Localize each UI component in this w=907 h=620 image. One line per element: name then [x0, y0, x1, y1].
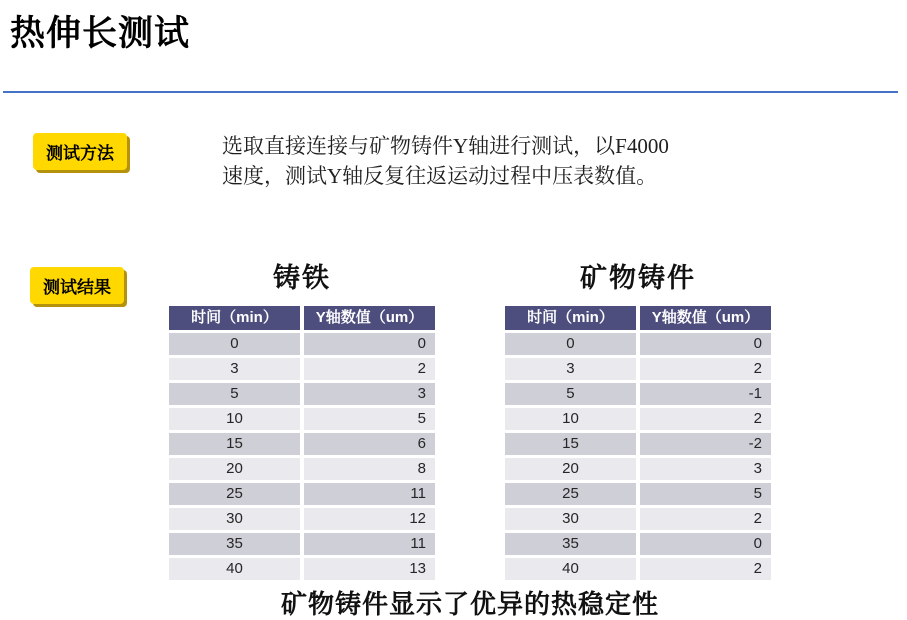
value-cell: 11	[304, 483, 435, 505]
table-row	[169, 458, 435, 480]
cast-iron-table-title: 铸铁	[273, 263, 331, 293]
time-cell: 3	[169, 358, 300, 380]
time-cell: 35	[169, 533, 300, 555]
page-title: 热伸长测试	[10, 14, 191, 53]
time-cell: 3	[505, 358, 636, 380]
value-cell: 6	[304, 433, 435, 455]
time-cell: 25	[505, 483, 636, 505]
time-cell: 40	[505, 558, 636, 580]
time-cell: 10	[505, 408, 636, 430]
value-cell: 5	[640, 483, 771, 505]
table-row	[505, 333, 771, 355]
value-cell: 5	[304, 408, 435, 430]
results-badge: 测试结果	[30, 267, 124, 304]
value-cell: -1	[640, 383, 771, 405]
time-cell: 5	[169, 383, 300, 405]
table-row	[169, 533, 435, 555]
table-row	[169, 558, 435, 580]
value-column-header: Y轴数值（um）	[640, 306, 771, 330]
table-row	[169, 408, 435, 430]
table-row	[505, 358, 771, 380]
mineral-casting-table-body	[505, 333, 771, 580]
method-description-line1: 选取直接连接与矿物铸件Y轴进行测试，以F4000	[222, 134, 669, 158]
table-row	[505, 508, 771, 530]
time-cell: 35	[505, 533, 636, 555]
time-cell: 15	[169, 433, 300, 455]
value-cell: 12	[304, 508, 435, 530]
time-column-header: 时间（min）	[505, 306, 636, 330]
value-cell: 2	[640, 558, 771, 580]
value-cell: 2	[640, 408, 771, 430]
value-cell: 13	[304, 558, 435, 580]
time-cell: 0	[169, 333, 300, 355]
cast-iron-table-header-row	[169, 306, 435, 330]
value-cell: 2	[304, 358, 435, 380]
cast-iron-table	[169, 256, 435, 583]
value-cell: 0	[304, 333, 435, 355]
time-cell: 20	[169, 458, 300, 480]
table-row	[169, 383, 435, 405]
time-cell: 10	[169, 408, 300, 430]
mineral-casting-table-header-row	[505, 306, 771, 330]
time-column-header: 时间（min）	[169, 306, 300, 330]
mineral-casting-table	[505, 256, 771, 583]
value-cell: 2	[640, 358, 771, 380]
value-cell: 11	[304, 533, 435, 555]
table-row	[169, 483, 435, 505]
time-cell: 5	[505, 383, 636, 405]
table-row	[505, 408, 771, 430]
time-cell: 0	[505, 333, 636, 355]
time-cell: 40	[169, 558, 300, 580]
value-cell: 3	[304, 383, 435, 405]
value-cell: 2	[640, 508, 771, 530]
time-cell: 20	[505, 458, 636, 480]
value-cell: 8	[304, 458, 435, 480]
table-row	[505, 483, 771, 505]
table-row	[505, 383, 771, 405]
value-cell: 0	[640, 533, 771, 555]
conclusion-text: 矿物铸件显示了优异的热稳定性	[280, 590, 659, 619]
table-row	[169, 433, 435, 455]
table-row	[169, 358, 435, 380]
method-description	[222, 131, 742, 191]
table-row	[169, 508, 435, 530]
time-cell: 30	[169, 508, 300, 530]
method-badge: 测试方法	[33, 133, 127, 170]
table-row	[505, 558, 771, 580]
table-row	[505, 458, 771, 480]
table-row	[169, 333, 435, 355]
cast-iron-table-body	[169, 333, 435, 580]
value-column-header: Y轴数值（um）	[304, 306, 435, 330]
value-cell: 3	[640, 458, 771, 480]
table-row	[505, 433, 771, 455]
value-cell: 0	[640, 333, 771, 355]
time-cell: 15	[505, 433, 636, 455]
value-cell: -2	[640, 433, 771, 455]
table-row	[505, 533, 771, 555]
mineral-casting-table-title: 矿物铸件	[580, 263, 696, 293]
time-cell: 25	[169, 483, 300, 505]
method-description-line2: 速度，测试Y轴反复往返运动过程中压表数值。	[222, 164, 658, 188]
title-divider	[3, 91, 898, 93]
time-cell: 30	[505, 508, 636, 530]
